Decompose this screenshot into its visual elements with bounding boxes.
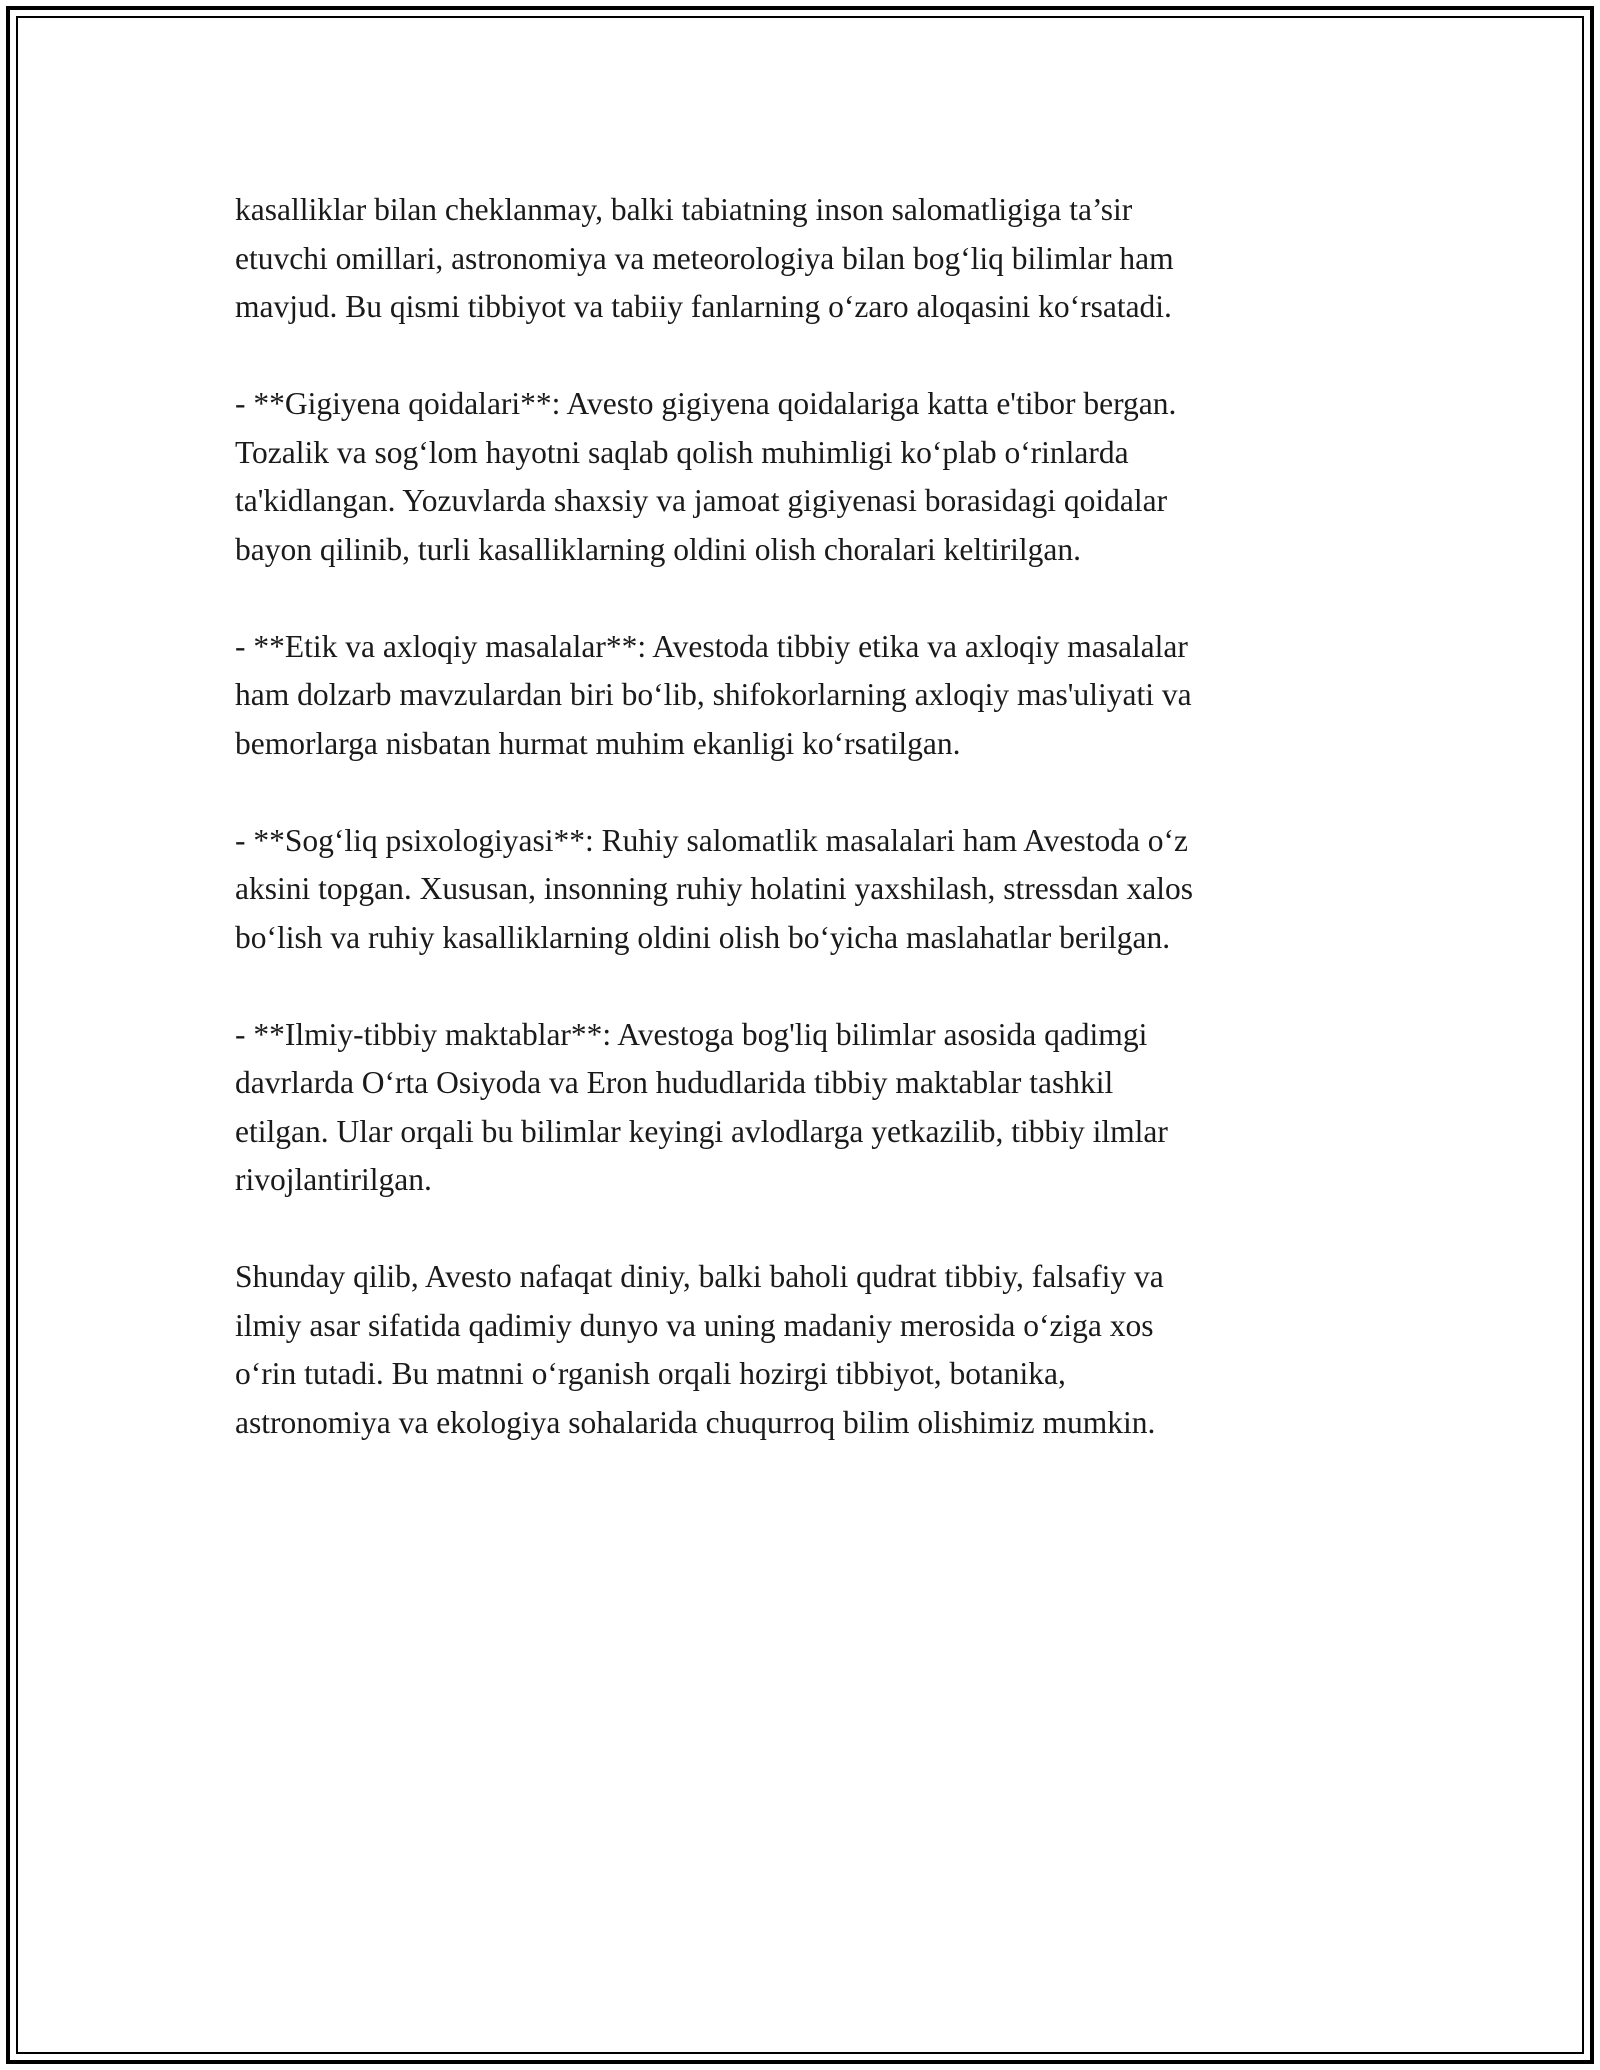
paragraph-conclusion: Shunday qilib, Avesto nafaqat diniy, balki baholi qudrat tibbiy, falsafiy va ilmiy asar sifatida qadimiy dunyo va uning madaniy merosida o‘ziga xos o‘rin tutadi. Bu matnni o‘rganish orqali hozirgi tibbiyot, botanika, astronomiya va ekologiya sohalarida chuqurroq bilim olishimiz mumkin. [235, 1259, 1164, 1440]
paragraph-intro-continuation: kasalliklar bilan cheklanmay, balki tabiatning inson salomatligiga ta’sir etuvchi omillari, astronomiya va meteorologiya bilan bog‘liq bilimlar ham mavjud. Bu qismi tibbiyot va tabiiy fanlarning o‘zaro aloqasini ko‘rsatadi. [235, 192, 1174, 324]
paragraph-ilmiy-tibbiy-maktablar: - **Ilmiy-tibbiy maktablar**: Avestoga bog'liq bilimlar asosida qadimgi davrlarda O‘rta Osiyoda va Eron hududlarida tibbiy maktablar tashkil etilgan. Ular orqali bu bilimlar keyingi avlodlarga yetkazilib, tibbiy ilmlar rivojlantirilgan. [235, 1016, 1168, 1197]
paragraph-gigiyena-qoidalari: - **Gigiyena qoidalari**: Avesto gigiyena qoidalariga katta e'tibor bergan. Tozalik va sog‘lom hayotni saqlab qolish muhimligi ko‘plab o‘rinlarda ta'kidlangan. Yozuvlarda shaxsiy va jamoat gigiyenasi borasidagi qoidalar bayon qilinib, turli kasalliklarning oldini olish choralari keltirilgan. [235, 386, 1177, 567]
document-body [235, 186, 1365, 1496]
paragraph-etik-axloqiy: - **Etik va axloqiy masalalar**: Avestoda tibbiy etika va axloqiy masalalar ham dolzarb mavzulardan biri bo‘lib, shifokorlarning axloqiy mas'uliyati va bemorlarga nisbatan hurmat muhim ekanligi ko‘rsatilgan. [235, 628, 1192, 761]
paragraph-sogliq-psixologiyasi: - **Sog‘liq psixologiyasi**: Ruhiy salomatlik masalalari ham Avestoda o‘z aksini topgan. Xususan, insonning ruhiy holatini yaxshilash, stressdan xalos bo‘lish va ruhiy kasalliklarning oldini olish bo‘yicha maslahatlar berilgan. [235, 822, 1194, 955]
